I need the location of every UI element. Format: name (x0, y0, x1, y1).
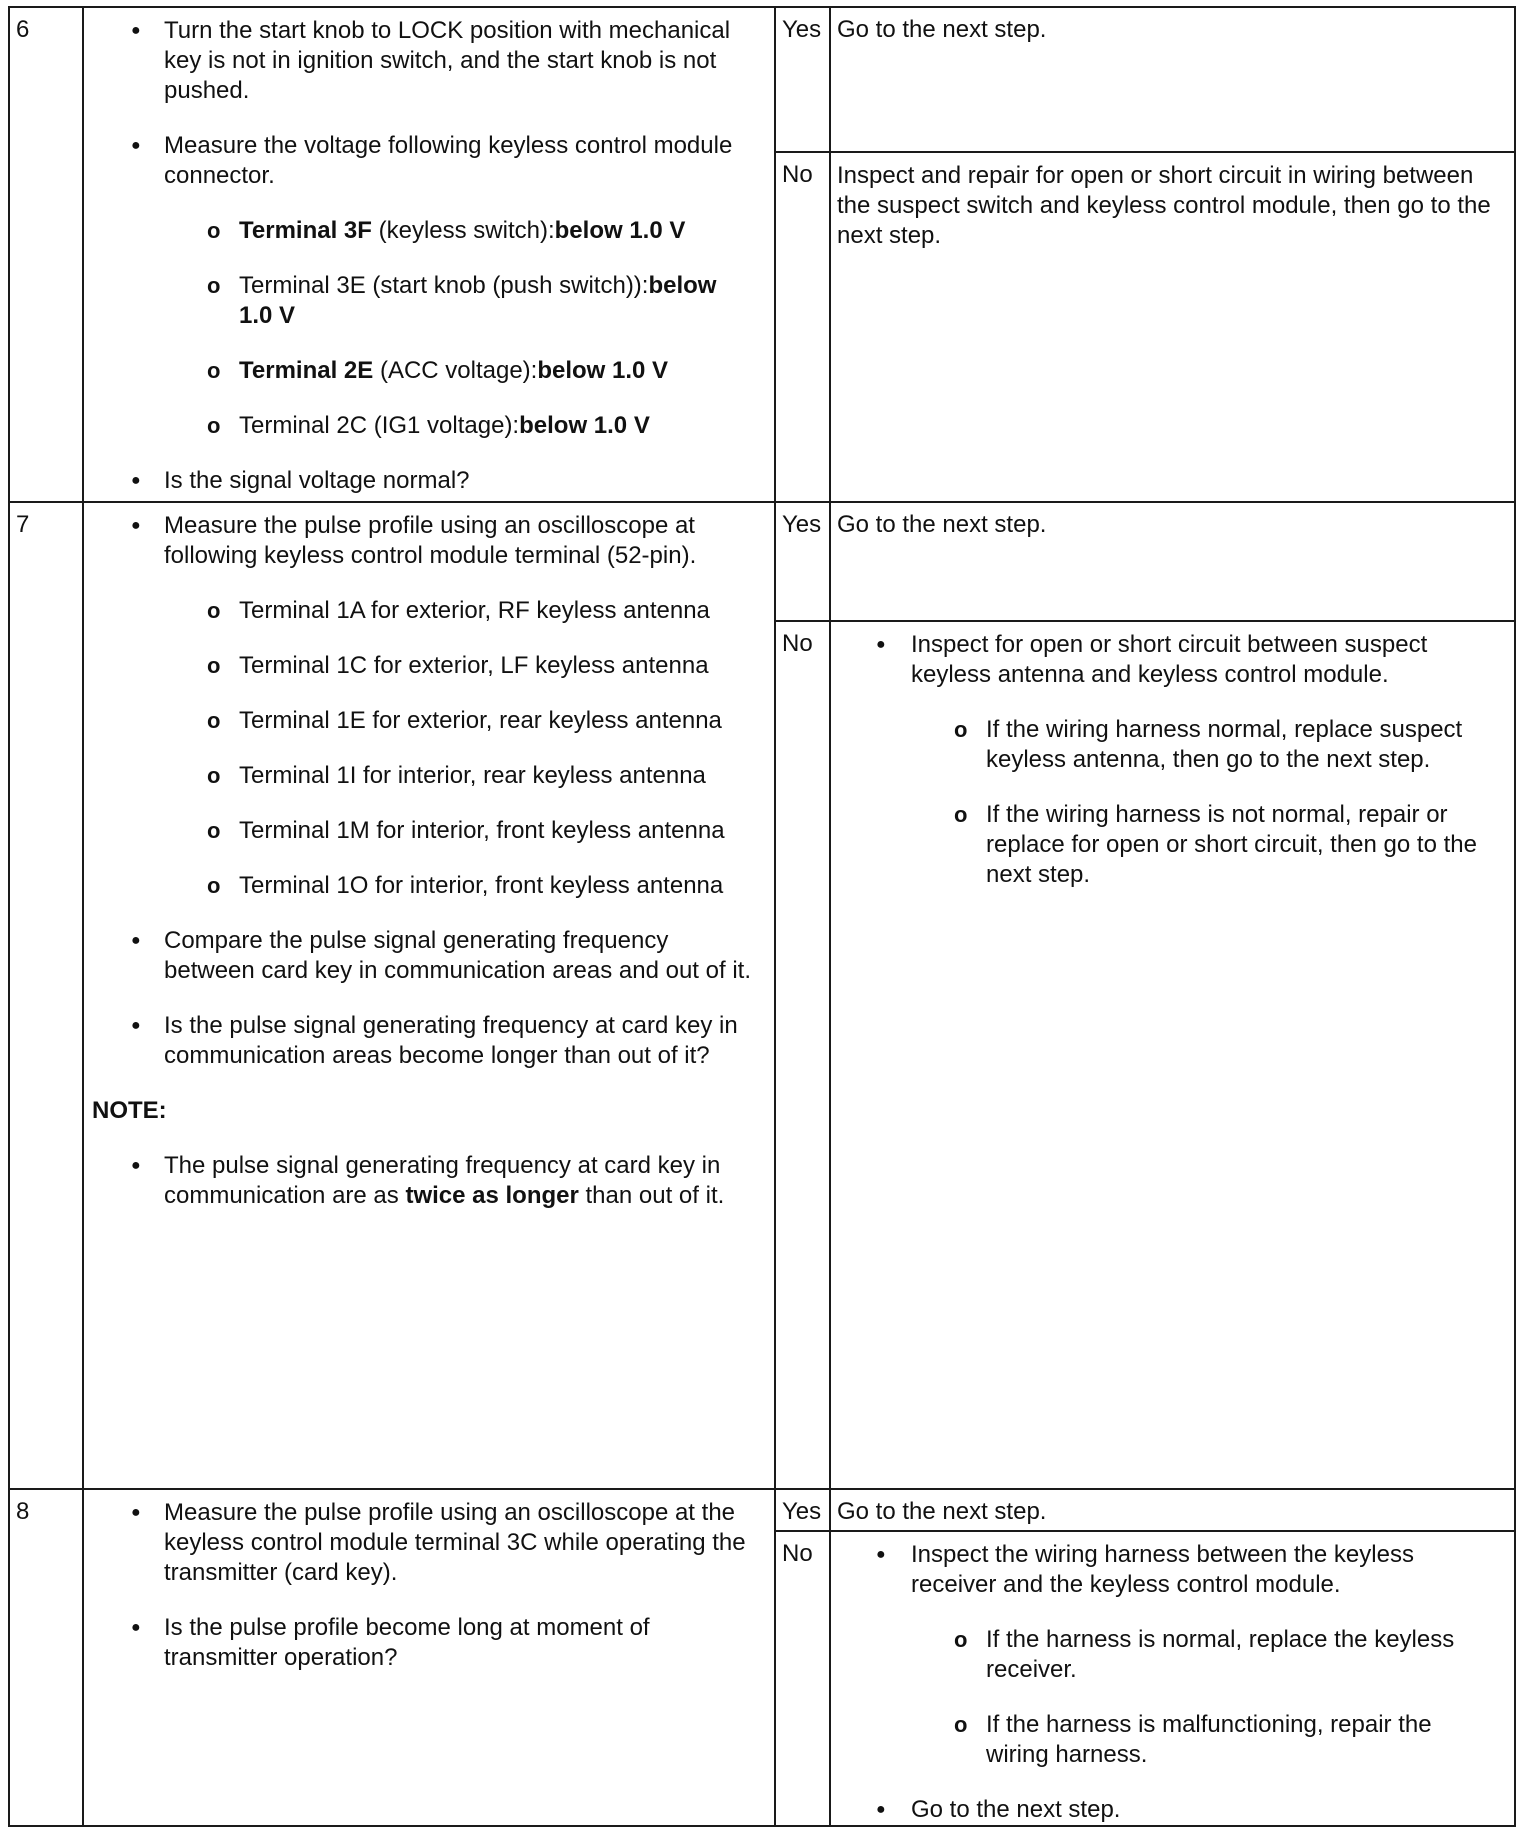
bullet-text: Compare the pulse signal generating frequency between card key in communication areas and out of it. (164, 927, 751, 984)
terminal-item: o Terminal 1I for interior, rear keyless antenna (164, 761, 754, 791)
yes-action: Go to the next step. (830, 1489, 1515, 1531)
terminal-item: o Terminal 1O for interior, front keyless antenna (164, 871, 754, 901)
no-action (830, 621, 1515, 1489)
terminal-id: Terminal 3F (239, 217, 372, 244)
diagnostic-table (8, 6, 1516, 1827)
terminal-desc: Terminal 3E (start knob (push switch)): (239, 272, 649, 299)
list-item (84, 926, 754, 986)
yes-action: Go to the next step. (830, 7, 1515, 152)
terminal-item: o Terminal 1C for exterior, LF keyless antenna (164, 651, 754, 681)
list-item (84, 511, 754, 901)
bullet-text: Inspect for open or short circuit between suspect keyless antenna and keyless control module. (911, 631, 1428, 688)
bullet-text: Is the pulse profile become long at moment of transmitter operation? (164, 1614, 650, 1671)
list-item (84, 1011, 754, 1071)
yes-label: Yes (775, 502, 830, 621)
step-7-yes-row (9, 502, 1515, 621)
list-item (84, 1498, 754, 1588)
step-7-procedure (83, 502, 775, 1489)
terminal-spec: below 1.0 V (554, 217, 686, 244)
no-action: Inspect and repair for open or short circuit in wiring between the suspect switch and keyless control module, then go to the next step. (830, 152, 1515, 502)
terminal-spec: below 1.0 V (537, 357, 669, 384)
terminal-item: o Terminal 1A for exterior, RF keyless antenna (164, 596, 754, 626)
list-item (84, 16, 754, 106)
terminal-item (164, 216, 754, 246)
step-number: 8 (9, 1489, 83, 1826)
terminal-item (164, 271, 754, 331)
yes-label: Yes (775, 7, 830, 152)
step-number: 6 (9, 7, 83, 502)
terminal-spec: below 1.0 V (239, 272, 717, 329)
note-text: The pulse signal generating frequency at card key in communication are as (164, 1152, 721, 1209)
list-item (84, 466, 754, 496)
note-text: than out of it. (578, 1182, 725, 1209)
list-item (831, 1795, 1500, 1825)
terminal-desc: Terminal 2C (IG1 voltage): (239, 412, 520, 439)
bullet-text: Turn the start knob to LOCK position with mechanical key is not in ignition switch, and the start knob is not pushed. (164, 17, 731, 104)
bullet-text: Measure the pulse profile using an oscilloscope at the keyless control module terminal 3C while operating the transmitter (card key). (164, 1499, 746, 1586)
list-item (84, 1613, 754, 1673)
sub-item: o If the wiring harness is not normal, repair or replace for open or short circuit, then go to the next step. (911, 800, 1500, 890)
no-label: No (775, 621, 830, 1489)
bullet-text: Measure the voltage following keyless control module connector. (164, 132, 733, 189)
step-number: 7 (9, 502, 83, 1489)
no-action (830, 1531, 1515, 1826)
bullet-text: Measure the pulse profile using an oscilloscope at following keyless control module terminal (52-pin). (164, 512, 697, 569)
step-8-procedure (83, 1489, 775, 1826)
list-item (831, 630, 1500, 890)
terminal-id: Terminal 2E (239, 357, 374, 384)
list-item (831, 1540, 1500, 1770)
note-emphasis: twice as longer (405, 1182, 579, 1209)
sub-item: o If the harness is normal, replace the keyless receiver. (911, 1625, 1500, 1685)
bullet-text: Is the pulse signal generating frequency at card key in communication areas become longer than out of it? (164, 1012, 738, 1069)
terminal-item (164, 356, 754, 386)
terminal-spec: below 1.0 V (519, 412, 650, 439)
bullet-text: Go to the next step. (911, 1796, 1121, 1823)
terminal-item (164, 411, 754, 441)
no-label: No (775, 1531, 830, 1826)
terminal-item: o Terminal 1M for interior, front keyless antenna (164, 816, 754, 846)
step-6-yes-row (9, 7, 1515, 152)
sub-item: o If the wiring harness normal, replace suspect keyless antenna, then go to the next step. (911, 715, 1500, 775)
step-6-procedure (83, 7, 775, 502)
yes-action: Go to the next step. (830, 502, 1515, 621)
note-item (84, 1151, 754, 1211)
bullet-text: Inspect the wiring harness between the keyless receiver and the keyless control module. (911, 1541, 1414, 1598)
yes-label: Yes (775, 1489, 830, 1531)
step-8-yes-row (9, 1489, 1515, 1531)
note-label: NOTE: (92, 1097, 167, 1124)
bullet-text: Is the signal voltage normal? (164, 467, 470, 494)
terminal-desc: (ACC voltage): (373, 357, 538, 384)
sub-item: o If the harness is malfunctioning, repair the wiring harness. (911, 1710, 1500, 1770)
no-label: No (775, 152, 830, 502)
terminal-desc: (keyless switch): (371, 217, 555, 244)
list-item (84, 131, 754, 441)
terminal-item: o Terminal 1E for exterior, rear keyless antenna (164, 706, 754, 736)
